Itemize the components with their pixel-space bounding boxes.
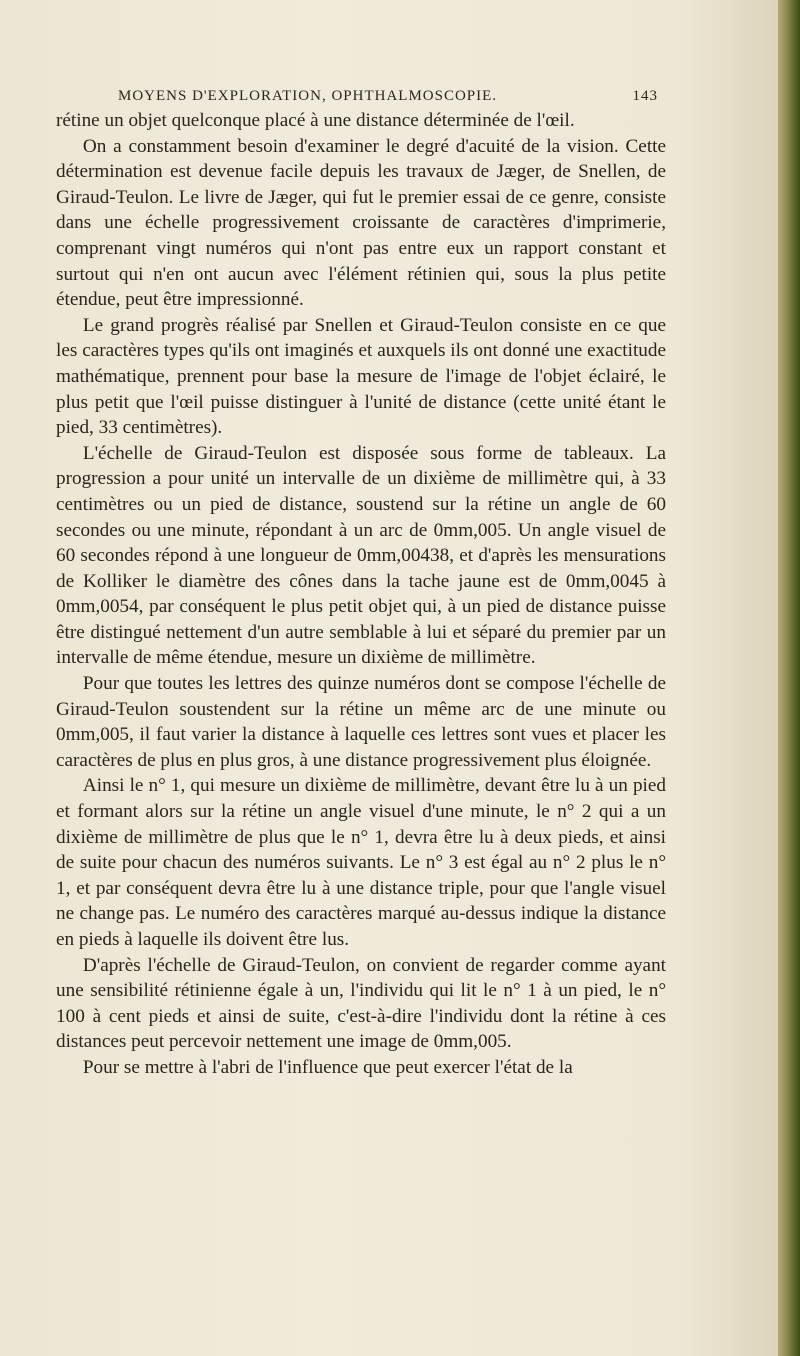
paragraph: rétine un objet quelconque placé à une distance déterminée de l'œil. — [56, 110, 575, 131]
page-edge — [778, 0, 800, 1356]
body-text — [56, 108, 666, 1081]
running-header — [118, 88, 658, 105]
paragraph: L'échelle de Giraud-Teulon est disposée sous forme de tableaux. La progression a pour unité un intervalle de un dixième de millimètre qui, à 33 centimètres ou un pied de distance, soustend sur la rétine un angle de 60 secondes ou une minute, répondant à un arc de 0mm,005. Un angle visuel de 60 secondes répond à une longueur de 0mm,00438, et d'après les mensurations de Kolliker le diamètre des cônes dans la tache jaune est de 0mm,0045 à 0mm,0054, par conséquent le plus petit objet qui, à un pied de distance puisse être distingué nettement d'un autre semblable à lui et séparé du premier par un intervalle de même étendue, mesure un dixième de millimètre. — [56, 442, 666, 669]
paragraph: Ainsi le n° 1, qui mesure un dixième de millimètre, devant être lu à un pied et formant alors sur la rétine un angle visuel d'une minute, le n° 2 qui a un dixième de millimètre de plus que le n° 1, devra être lu à deux pieds, et ainsi de suite pour chacun des numéros suivants. Le n° 3 est égal au n° 2 plus le n° 1, et par conséquent devra être lu à une distance triple, pour que l'angle visuel ne change pas. Le numéro des caractères marqué au-dessus indique la distance en pieds à laquelle ils doivent être lus. — [56, 775, 666, 950]
paragraph: Pour que toutes les lettres des quinze numéros dont se compose l'échelle de Giraud-Teulon soustendent sur la rétine un même arc de une minute ou 0mm,005, il faut varier la distance à laquelle ces lettres sont vues et placer les caractères de plus en plus gros, à une distance progressivement plus éloignée. — [56, 673, 666, 771]
paragraph: Le grand progrès réalisé par Snellen et Giraud-Teulon consiste en ce que les caractères types qu'ils ont imaginés et auxquels ils ont donné une exactitude mathématique, prennent pour base la mesure de l'image de l'objet éclairé, le plus petit que l'œil puisse distinguer à l'unité de distance (cette unité étant le pied, 33 centimètres). — [56, 314, 666, 439]
paragraph: Pour se mettre à l'abri de l'influence que peut exercer l'état de la — [82, 1056, 573, 1078]
header-title: MOYENS D'EXPLORATION, OPHTHALMOSCOPIE. — [118, 88, 498, 104]
page-number: 143 — [632, 88, 658, 104]
paragraph: D'après l'échelle de Giraud-Teulon, on convient de regarder comme ayant une sensibilité rétinienne égale à un, l'individu qui lit le n° 1 à un pied, le n° 100 à cent pieds et ainsi de suite, c'est-à-dire l'individu dont la rétine à ces distances peut percevoir nettement une image de 0mm,005. — [56, 954, 666, 1053]
paragraph: On a constamment besoin d'examiner le degré d'acuité de la vision. Cette détermination est devenue facile depuis les travaux de Jæger, de Snellen, de Giraud-Teulon. Le livre de Jæger, qui fut le premier essai de ce genre, consiste dans une échelle progressivement croissante de caractères d'imprimerie, comprenant vingt numéros qui n'ont pas entre eux un rapport constant et surtout qui n'en ont aucun avec l'élément rétinien qui, sous la plus petite étendue, peut être impressionné. — [56, 135, 666, 311]
